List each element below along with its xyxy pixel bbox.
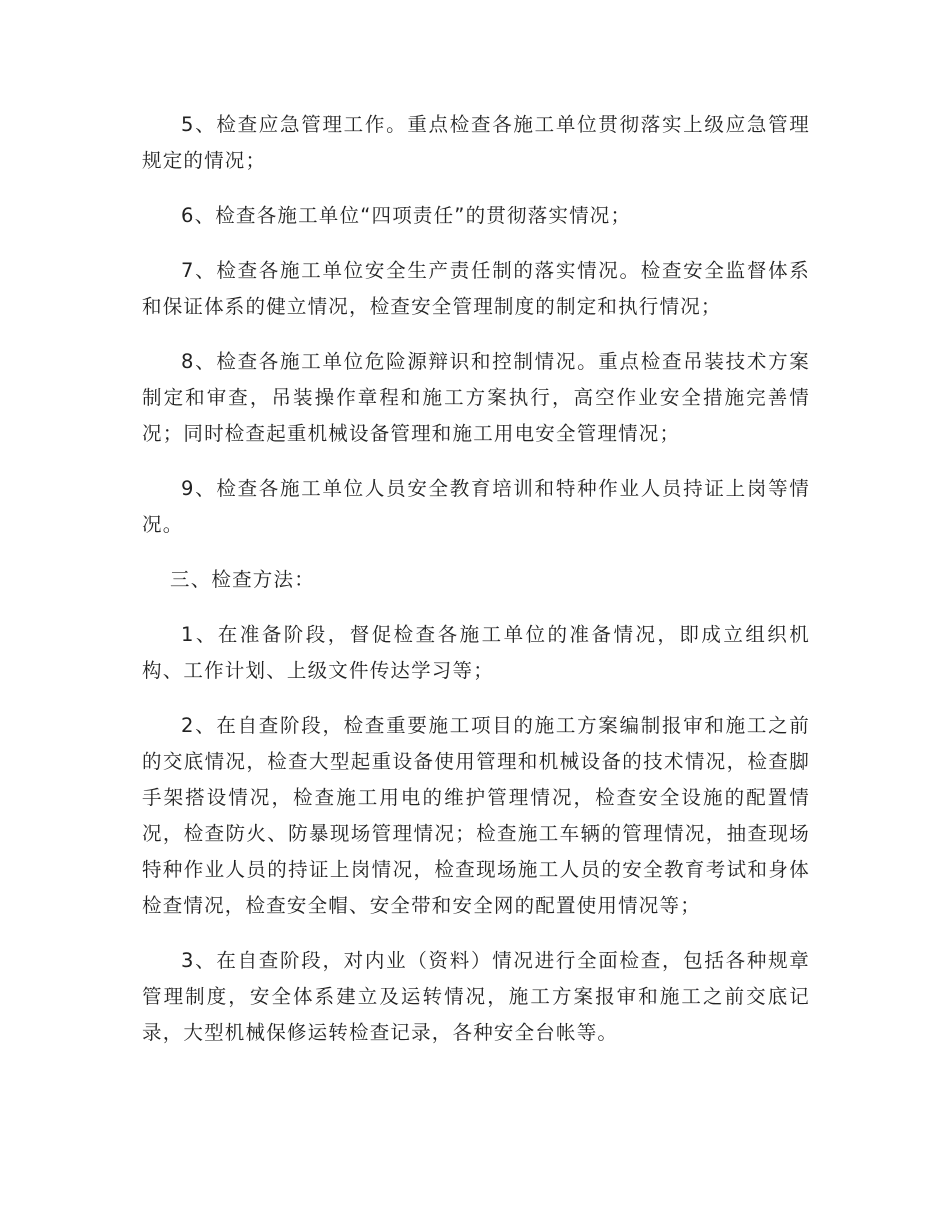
paragraph-item-5: 5、检查应急管理工作。重点检查各施工单位贯彻落实上级应急管理规定的情况； [142, 113, 810, 172]
paragraph-method-3: 3、在自查阶段，对内业（资料）情况进行全面检查，包括各种规章管理制度，安全体系建立及运转情况，施工方案报审和施工之前交底记录，大型机械保修运转检查记录，各种安全台帐等。 [142, 949, 810, 1044]
paragraph-item-6: 6、检查各施工单位“四项责任”的贯彻落实情况； [181, 204, 632, 227]
paragraph-item-8: 8、检查各施工单位危险源辩识和控制情况。重点检查吊装技术方案制定和审查，吊装操作章程和施工方案执行，高空作业安全措施完善情况；同时检查起重机械设备管理和施工用电安全管理情况； [142, 350, 810, 445]
document-body [142, 107, 810, 1070]
paragraph-method-2: 2、在自查阶段，检查重要施工项目的施工方案编制报审和施工之前的交底情况，检查大型起重设备使用管理和机械设备的技术情况，检查脚手架搭设情况，检查施工用电的维护管理情况，检查安全设施的配置情况，检查防火、防暴现场管理情况；检查施工车辆的管理情况，抽查现场特种作业人员的持证上岗情况，检查现场施工人员的安全教育考试和身体检查情况，检查安全帽、安全带和安全网的配置使用情况等； [142, 714, 810, 917]
paragraph-item-9: 9、检查各施工单位人员安全教育培训和特种作业人员持证上岗等情况。 [142, 477, 810, 536]
section-heading-methods: 三、检查方法： [170, 568, 315, 591]
paragraph-method-1: 1、在准备阶段，督促检查各施工单位的准备情况，即成立组织机构、工作计划、上级文件传达学习等； [142, 623, 810, 682]
paragraph-item-7: 7、检查各施工单位安全生产责任制的落实情况。检查安全监督体系和保证体系的健立情况，检查安全管理制度的制定和执行情况； [142, 259, 810, 318]
